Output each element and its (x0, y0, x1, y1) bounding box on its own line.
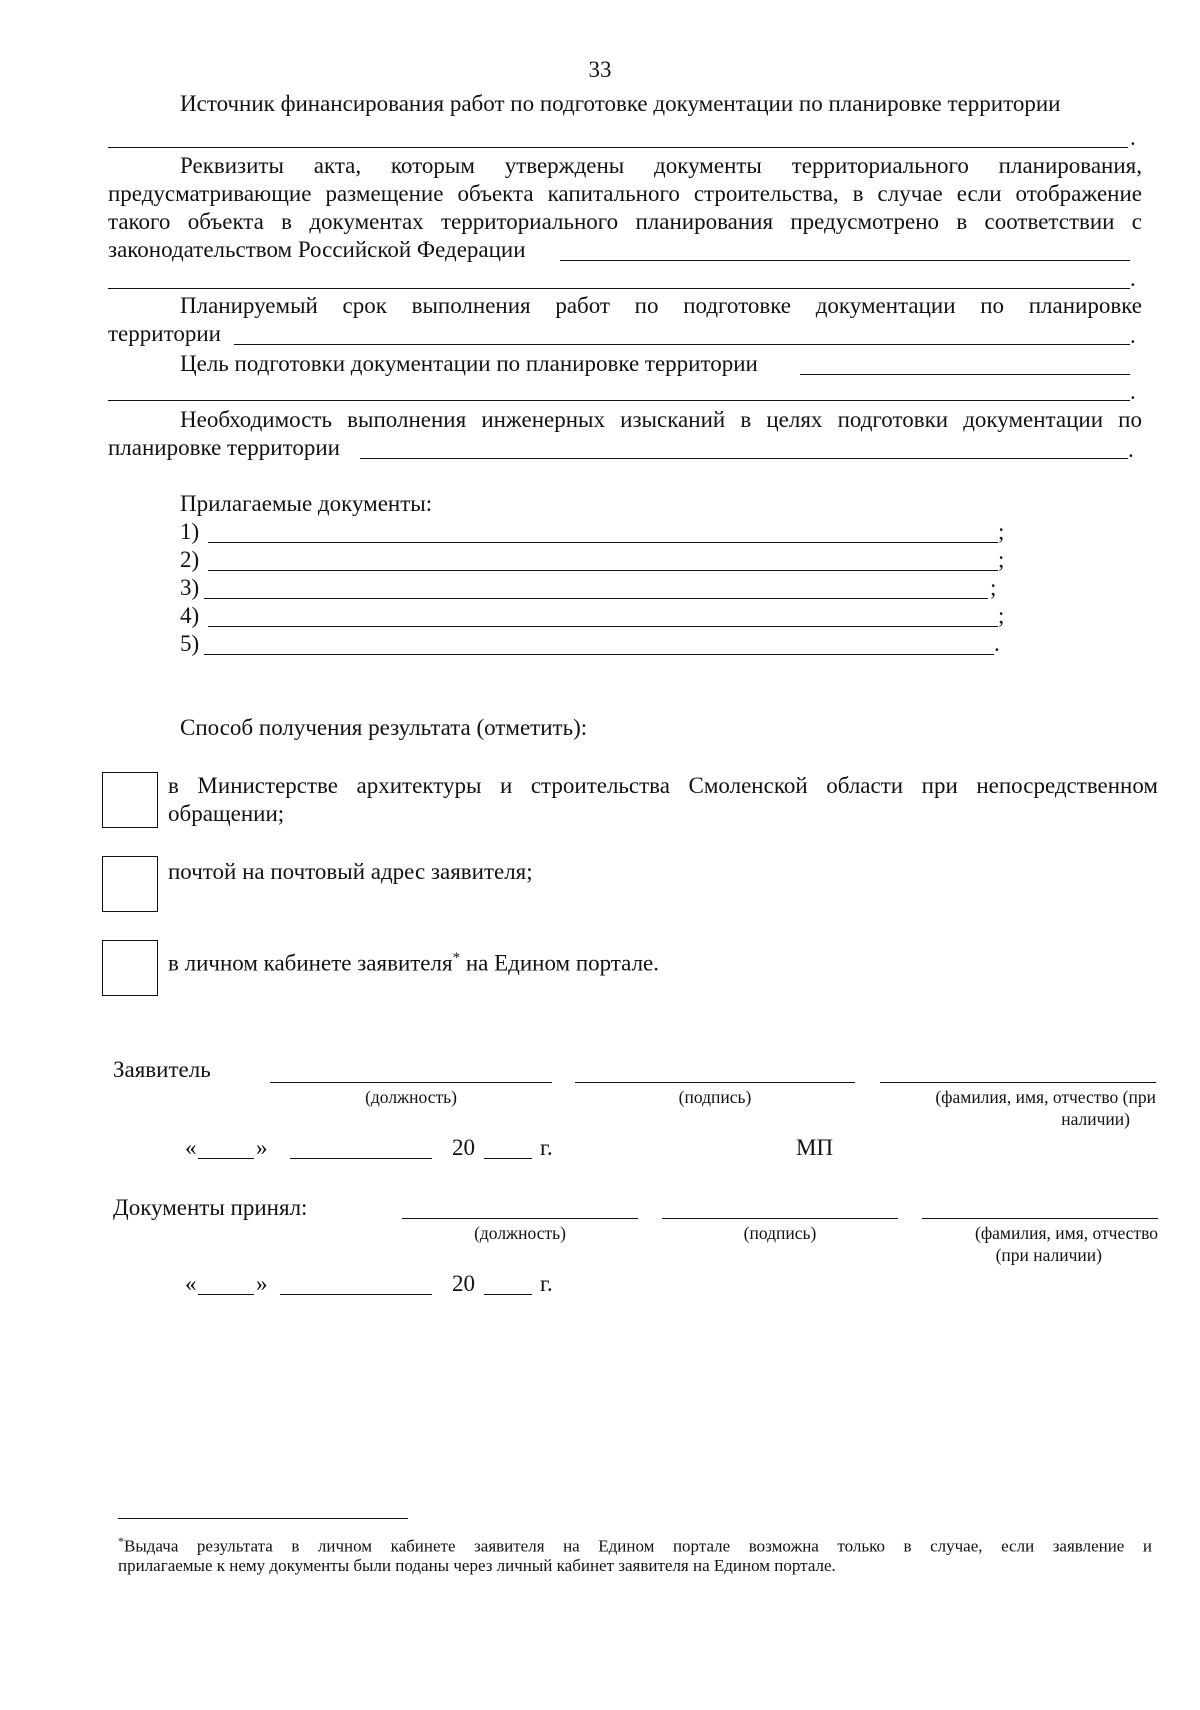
planned-term-period: . (1130, 323, 1136, 348)
purpose-field-line-1[interactable] (800, 374, 1130, 375)
option-mail-label: почтой на почтовый адрес заявителя; (168, 859, 533, 884)
accepted-date-close-quote: » (256, 1271, 268, 1296)
applicant-date-open-quote: « (185, 1135, 197, 1160)
accepted-date-open-quote: « (185, 1271, 197, 1296)
footnote-line-2: прилагаемые к нему документы были поданы через личный кабинет заявителя на Едином портале. (118, 1556, 836, 1575)
purpose-label: Цель подготовки документации по планировке территории (180, 351, 758, 376)
option-ministry-line-2: обращении; (168, 801, 285, 826)
footnote-mark: * (452, 950, 461, 966)
attached-doc-number: 4) (180, 603, 200, 628)
accepted-name-caption-2: (при наличии) (995, 1245, 1102, 1265)
applicant-stamp-label: МП (796, 1135, 834, 1160)
accepted-position-caption: (должность) (474, 1223, 566, 1243)
option-portal-text-after: на Едином портале. (460, 950, 660, 976)
requisites-period: . (1130, 266, 1136, 291)
requisites-field-line-2[interactable] (108, 288, 1130, 289)
attached-doc-field[interactable] (204, 654, 994, 655)
applicant-year-field[interactable] (484, 1158, 532, 1159)
attached-doc-number: 2) (180, 547, 200, 572)
option-mail-checkbox[interactable] (102, 856, 158, 912)
accepted-day-field[interactable] (198, 1294, 254, 1295)
financing-source-label: Источник финансирования работ по подготовке документации по планировке территории (180, 91, 1061, 116)
attached-doc-end-mark: . (994, 631, 1000, 656)
applicant-name-caption-1: (фамилия, имя, отчество (при (935, 1087, 1156, 1107)
requisites-line-3: такого объекта в документах территориального планирования предусмотрено в соответствии с (108, 209, 1142, 234)
accepted-month-field[interactable] (280, 1294, 432, 1295)
accepted-year-prefix: 20 (452, 1271, 475, 1296)
attached-doc-field[interactable] (208, 626, 998, 627)
planned-term-field-line[interactable] (234, 344, 1130, 345)
engineering-surveys-line-1: Необходимость выполнения инженерных изысканий в целях подготовки документации по (180, 407, 1142, 432)
footnote-line-mark: * (118, 1534, 124, 1548)
attached-doc-number: 1) (180, 519, 200, 544)
result-method-heading: Способ получения результата (отметить): (180, 715, 588, 740)
accepted-name-field[interactable] (922, 1218, 1158, 1219)
requisites-line-1: Реквизиты акта, которым утверждены документы территориального планирования, (180, 153, 1142, 178)
attached-doc-field[interactable] (208, 542, 998, 543)
applicant-month-field[interactable] (290, 1158, 432, 1159)
applicant-name-field[interactable] (880, 1082, 1156, 1083)
attached-documents-heading: Прилагаемые документы: (180, 491, 433, 516)
attached-doc-end-mark: ; (998, 519, 1005, 544)
applicant-position-field[interactable] (270, 1082, 552, 1083)
applicant-label: Заявитель (113, 1057, 211, 1082)
applicant-name-caption-2: наличии) (1061, 1109, 1130, 1129)
accepted-signature-field[interactable] (662, 1218, 898, 1219)
attached-doc-number: 5) (180, 631, 200, 656)
planned-term-line-1: Планируемый срок выполнения работ по подготовке документации по планировке (180, 293, 1142, 318)
applicant-year-suffix: г. (540, 1135, 553, 1160)
option-portal-label (168, 944, 659, 978)
requisites-line-4: законодательством Российской Федерации (108, 237, 526, 262)
purpose-period: . (1130, 379, 1136, 404)
footnote-separator (118, 1518, 408, 1519)
attached-doc-field[interactable] (204, 598, 988, 599)
financing-source-period: . (1130, 125, 1136, 150)
applicant-date-close-quote: » (256, 1135, 268, 1160)
attached-doc-end-mark: ; (998, 603, 1005, 628)
purpose-field-line-2[interactable] (108, 400, 1130, 401)
option-ministry-line-1: в Министерстве архитектуры и строительства Смоленской области при непосредственном (168, 773, 1158, 798)
engineering-surveys-field-line[interactable] (360, 458, 1128, 459)
page-number: 33 (588, 57, 612, 82)
applicant-signature-caption: (подпись) (678, 1087, 752, 1107)
financing-source-line[interactable] (108, 147, 1128, 148)
planned-term-line-2: территории (108, 321, 221, 346)
attached-doc-end-mark: ; (998, 547, 1005, 572)
engineering-surveys-period: . (1128, 437, 1134, 462)
option-portal-checkbox[interactable] (102, 940, 158, 996)
footnote-line-1-text: Выдача результата в личном кабинете заявителя на Едином портале возможна только в случае, если заявление и (124, 1536, 1152, 1556)
option-ministry-checkbox[interactable] (102, 772, 158, 828)
applicant-signature-field[interactable] (575, 1082, 855, 1083)
attached-doc-end-mark: ; (990, 575, 997, 600)
accepted-year-suffix: г. (540, 1271, 553, 1296)
attached-doc-field[interactable] (208, 570, 998, 571)
accepted-position-field[interactable] (402, 1218, 638, 1219)
engineering-surveys-line-2: планировке территории (108, 435, 340, 460)
accepted-name-caption-1: (фамилия, имя, отчество (975, 1223, 1158, 1243)
accepted-signature-caption: (подпись) (743, 1223, 817, 1243)
accepted-by-label: Документы принял: (113, 1195, 308, 1220)
accepted-year-field[interactable] (484, 1294, 532, 1295)
option-portal-text-before: в личном кабинете заявителя (168, 950, 453, 976)
attached-doc-number: 3) (180, 575, 200, 600)
applicant-day-field[interactable] (198, 1158, 254, 1159)
requisites-line-2: предусматривающие размещение объекта капитального строительства, в случае если отображение (108, 181, 1142, 206)
applicant-position-caption: (должность) (365, 1087, 457, 1107)
requisites-field-line-1[interactable] (560, 260, 1130, 261)
applicant-year-prefix: 20 (452, 1135, 475, 1160)
